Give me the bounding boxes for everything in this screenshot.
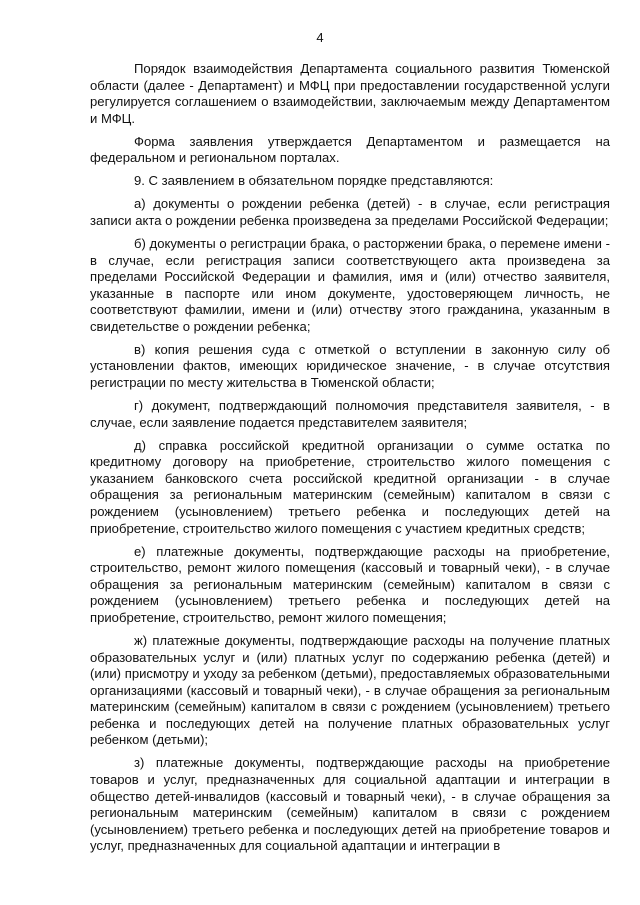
paragraph-item-zh: ж) платежные документы, подтверждающие расходы на получение платных образовательных услуг и (или) платных услуг по содержанию ребенка (детей) и (или) присмотру и уходу за ребенком (детьми), предоставляемых образовательными организациями (кассовый и товарный чеки), - в случае обращения за региональным материнским (семейным) капиталом в связи с рождением (усыновлением) третьего ребенка и последующих детей на получение платных образовательных услуг ребенком (детьми); xyxy=(90,632,610,748)
paragraph-item-9-heading: 9. С заявлением в обязательном порядке представляются: xyxy=(134,173,494,189)
paragraph-item-v: в) копия решения суда с отметкой о вступлении в законную силу об установлении фактов, имеющих юридическое значение, - в случае отсутствия регистрации по месту жительства в Тюменской области; xyxy=(90,341,610,391)
paragraph-item-e: е) платежные документы, подтверждающие расходы на приобретение, строительство, ремонт жилого помещения (кассовый и товарный чеки), - в случае обращения за региональным материнским (семейным) капиталом в связи с рождением (усыновлением) третьего ребенка и последующих детей на приобретение, строительство, ремонт жилого помещения; xyxy=(90,543,610,625)
document-body xyxy=(90,61,610,861)
paragraph-interaction-order: Порядок взаимодействия Департамента социального развития Тюменской области (далее - Департамент) и МФЦ при предоставлении государственной услуги регулируется соглашением о взаимодействии, заключаемым между Департаментом и МФЦ. xyxy=(90,61,610,126)
page-number: 4 xyxy=(316,30,324,45)
paragraph-item-z: з) платежные документы, подтверждающие расходы на приобретение товаров и услуг, предназначенных для социальной адаптации и интеграции в общество детей-инвалидов (кассовый и товарный чеки), - в случае обращения за региональным материнским (семейным) капиталом в связи с рождением (усыновлением) третьего ребенка и последующих детей на приобретение товаров и услуг, предназначенных для социальной адаптации и интеграции в xyxy=(90,755,610,854)
paragraph-item-g: г) документ, подтверждающий полномочия представителя заявителя, - в случае, если заявление подается представителем заявителя; xyxy=(90,398,610,430)
paragraph-item-d: д) справка российской кредитной организации о сумме остатка по кредитному договору на приобретение, строительство жилого помещения с указанием банковского счета российской кредитной организации - в случае обращения за региональным материнским (семейным) капиталом в связи с рождением (усыновлением) третьего ребенка и последующих детей на приобретение, строительство жилого помещения с участием кредитных средств; xyxy=(90,437,610,536)
paragraph-application-form: Форма заявления утверждается Департаментом и размещается на федеральном и региональном порталах. xyxy=(90,133,610,166)
paragraph-item-b: б) документы о регистрации брака, о расторжении брака, о перемене имени - в случае, если регистрация записи соответствующего акта произведена за пределами Российской Федерации и фамилия, имя и (или) отчество заявителя, указанные в паспорте или ином документе, удостоверяющем личность, не соответствуют фамилии, имени и (или) отчеству этого гражданина, указанным в свидетельстве о рождении ребенка; xyxy=(90,235,610,334)
paragraph-item-a: а) документы о рождении ребенка (детей) - в случае, если регистрация записи акта о рождении ребенка произведена за пределами Российской Федерации; xyxy=(90,196,610,228)
